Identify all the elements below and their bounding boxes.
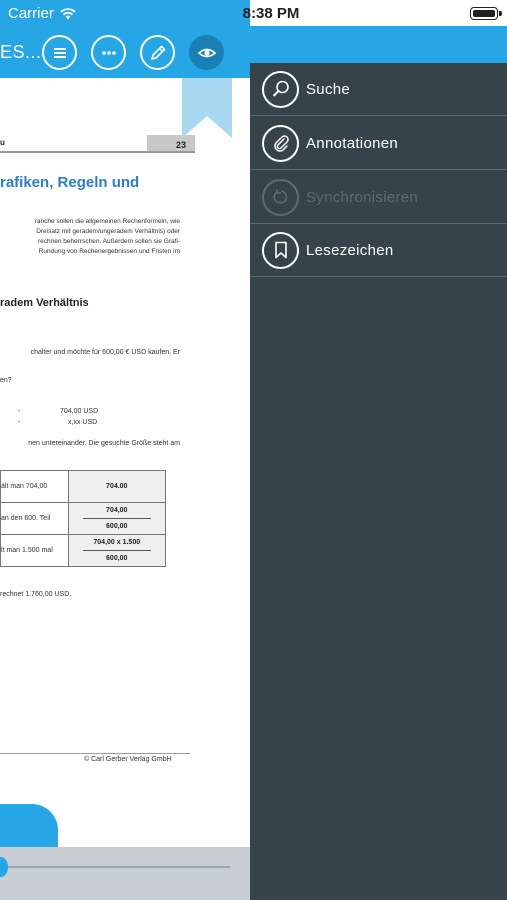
status-time: 8:38 PM bbox=[242, 5, 300, 22]
table-cell bbox=[68, 471, 166, 503]
table-cell: lt man 1.500 mal bbox=[1, 535, 69, 567]
intro-line: rechnen beherrschen. Außerdem sollen sie Grafi- bbox=[38, 238, 180, 245]
result-text: rechnet 1.760,00 USD. bbox=[0, 591, 72, 598]
floating-panel-tab[interactable] bbox=[0, 804, 58, 852]
menu-item-annotations[interactable] bbox=[250, 117, 507, 170]
fraction-denominator: 600,00 bbox=[106, 555, 128, 562]
row-dash: - bbox=[18, 408, 21, 415]
table-row bbox=[1, 535, 166, 567]
fraction-numerator: 704,00 bbox=[83, 507, 152, 519]
page-header-rule bbox=[0, 151, 195, 153]
bookmark-ribbon-icon[interactable] bbox=[182, 78, 232, 138]
view-mode-button[interactable] bbox=[189, 35, 224, 70]
table-row bbox=[1, 471, 166, 503]
menu-item-label: Synchronisieren bbox=[306, 188, 419, 206]
battery-tip bbox=[499, 11, 502, 16]
table-cell bbox=[68, 535, 166, 567]
intro-line: Rundung von Rechenergebnissen und Fristen im bbox=[38, 248, 180, 255]
carrier-label: Carrier bbox=[8, 5, 54, 22]
more-options-button[interactable] bbox=[91, 35, 126, 70]
reader-header bbox=[0, 0, 250, 78]
menu-item-bookmarks[interactable] bbox=[250, 224, 507, 277]
intro-line: Dreisatz mit geradem/ungeradem Verhältnis) oder bbox=[36, 228, 180, 235]
example-text: chalter und möchte für 600,00 € USD kaufen. Er bbox=[30, 349, 180, 356]
row-dash: - bbox=[18, 419, 21, 426]
paperclip-icon bbox=[262, 125, 299, 162]
status-bar-right bbox=[242, 0, 507, 26]
sync-icon bbox=[262, 179, 299, 216]
table-cell: ält man 704,00 bbox=[1, 471, 69, 503]
search-icon bbox=[262, 71, 299, 108]
bookmark-icon bbox=[262, 232, 299, 269]
page-footer-rule bbox=[0, 753, 190, 754]
table-cell bbox=[68, 503, 166, 535]
side-menu bbox=[242, 0, 507, 900]
section-heading: rafiken, Regeln und bbox=[0, 174, 140, 191]
table-of-contents-button[interactable] bbox=[42, 35, 77, 70]
side-menu-header bbox=[250, 26, 507, 63]
table-row bbox=[1, 503, 166, 535]
fraction-numerator: 704,00 x 1.500 bbox=[83, 539, 152, 551]
document-title[interactable]: ES... bbox=[0, 42, 42, 62]
menu-item-label: Annotationen bbox=[306, 134, 399, 152]
edit-button[interactable] bbox=[140, 35, 175, 70]
document-reader bbox=[0, 0, 250, 900]
intro-line: ranche sollen die allgemeinen Rechenformeln, wie bbox=[34, 218, 180, 225]
battery-icon bbox=[470, 7, 498, 20]
table-cell: an den 600. Teil bbox=[1, 503, 69, 535]
example-question: en? bbox=[0, 377, 12, 384]
page-footer: © Carl Gerber Verlag GmbH bbox=[84, 756, 172, 763]
menu-item-search[interactable] bbox=[250, 63, 507, 116]
page-header-text: u bbox=[0, 138, 5, 147]
instruction-text: nen untereinander. Die gesuchte Größe steht am bbox=[28, 440, 180, 447]
document-page bbox=[0, 78, 250, 848]
eye-icon bbox=[197, 43, 217, 63]
row-value: 704,00 USD bbox=[60, 408, 99, 415]
page-slider-track[interactable] bbox=[0, 866, 230, 868]
cell-value: 704.00 bbox=[106, 483, 128, 490]
row-value: x,xx USD bbox=[68, 419, 98, 426]
pencil-icon bbox=[148, 43, 168, 63]
menu-item-label: Lesezeichen bbox=[306, 241, 394, 259]
page-number: 23 bbox=[176, 140, 187, 150]
menu-item-sync[interactable] bbox=[250, 171, 507, 224]
list-icon bbox=[50, 43, 70, 63]
calculation-table bbox=[0, 470, 166, 567]
status-carrier bbox=[8, 5, 76, 22]
page-slider-bar bbox=[0, 847, 250, 900]
menu-item-label: Suche bbox=[306, 80, 351, 98]
ellipsis-icon bbox=[99, 43, 119, 63]
wifi-icon bbox=[60, 8, 76, 20]
fraction-denominator: 600,00 bbox=[106, 523, 128, 530]
subsection-heading: radem Verhältnis bbox=[0, 297, 89, 309]
